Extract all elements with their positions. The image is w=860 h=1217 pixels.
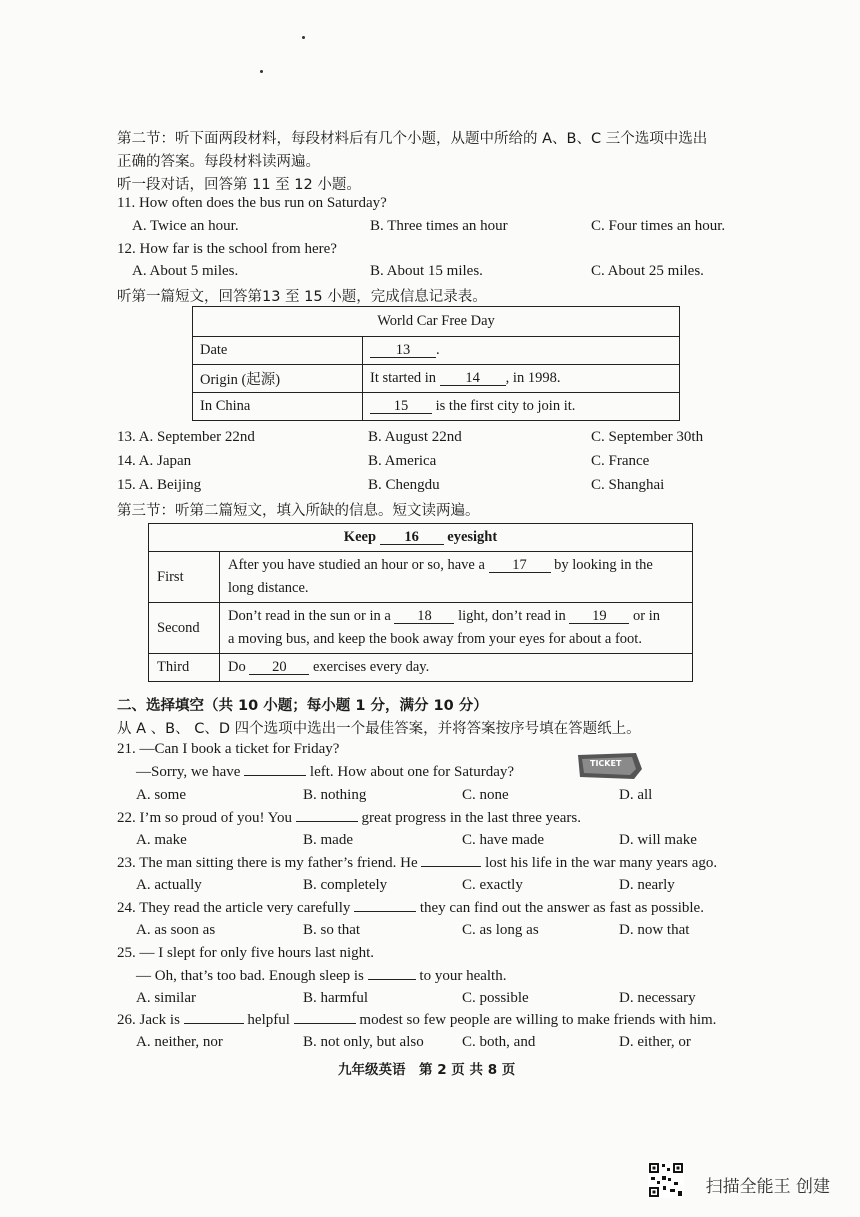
page-footer: 九年级英语 第 2 页 共 8 页 <box>338 1062 516 1078</box>
q13-option-a: 13. A. September 22nd <box>117 429 255 445</box>
blank-13[interactable]: 13 <box>370 343 436 358</box>
q23-stem: 23. The man sitting there is my father’s friend. He lost his life in the war many years ago. <box>117 855 718 871</box>
table2-second-line2: a moving bus, and keep the book away from your eyes for about a foot. <box>228 631 642 647</box>
table2-third-cell <box>220 654 693 682</box>
q24-option-b: B. so that <box>303 922 361 938</box>
table1-origin-pre: It started in <box>370 370 437 386</box>
q22-option-c: C. have made <box>462 832 545 848</box>
q25-stem: 25. — I slept for only five hours last night. <box>117 945 375 961</box>
world-car-free-day-table <box>192 306 680 421</box>
blank-15[interactable]: 15 <box>370 399 432 414</box>
blank-20[interactable]: 20 <box>249 660 309 675</box>
table1-china-label: In China <box>193 393 363 421</box>
blank-17[interactable]: 17 <box>489 558 551 573</box>
passage1-instruction: 听第一篇短文，回答第13 至 15 小题，完成信息记录表。 <box>117 289 487 305</box>
q26-option-b: B. not only, but also <box>303 1034 424 1050</box>
q22-stem: 22. I’m so proud of you! You great progress in the last three years. <box>117 810 582 826</box>
table1-origin-label: Origin (起源) <box>193 365 363 393</box>
q21-option-d: D. all <box>619 787 653 803</box>
q12-option-c: C. About 25 miles. <box>591 263 704 279</box>
q22-blank[interactable] <box>296 821 358 822</box>
q13-option-c: C. September 30th <box>591 429 704 445</box>
q26-option-d: D. either, or <box>619 1034 691 1050</box>
qr-code-icon <box>648 1162 684 1198</box>
q15-option-b: B. Chengdu <box>368 477 440 493</box>
q11-option-b: B. Three times an hour <box>370 218 508 234</box>
ticket-image <box>576 751 644 781</box>
table1-origin-post: , in 1998. <box>505 370 561 386</box>
q21-line2: —Sorry, we have left. How about one for Saturday? <box>136 764 515 780</box>
q25-option-a: A. similar <box>136 990 196 1006</box>
q25-option-b: B. harmful <box>303 990 368 1006</box>
q23-option-a: A. actually <box>136 877 202 893</box>
table2-second-label: Second <box>149 603 220 654</box>
q13-option-b: B. August 22nd <box>368 429 462 445</box>
section3-instruction: 第三节：听第二篇短文，填入所缺的信息。短文读两遍。 <box>117 503 480 519</box>
q21-blank[interactable] <box>244 775 306 776</box>
q21-stem: 21. —Can I book a ticket for Friday? <box>117 741 340 757</box>
q26-option-a: A. neither, nor <box>136 1034 223 1050</box>
table1-date-label: Date <box>193 337 363 365</box>
table2-first-line2: long distance. <box>228 580 309 596</box>
q24-option-c: C. as long as <box>462 922 539 938</box>
q12-option-a: A. About 5 miles. <box>132 263 239 279</box>
q25-option-d: D. necessary <box>619 990 696 1006</box>
table1-origin-cell <box>363 365 680 393</box>
q21-option-b: B. nothing <box>303 787 367 803</box>
q24-stem: 24. They read the article very carefully they can find out the answer as fast as possible. <box>117 900 704 916</box>
table2-title-pre: Keep <box>343 529 377 545</box>
q22-option-b: B. made <box>303 832 353 848</box>
q25-blank[interactable] <box>368 979 416 980</box>
q26-blank-2[interactable] <box>294 1023 356 1024</box>
ticket-label: TICKET <box>590 759 622 768</box>
table1-china-cell <box>363 393 680 421</box>
blank-19[interactable]: 19 <box>569 609 629 624</box>
q21-option-a: A. some <box>136 787 186 803</box>
q22-option-a: A. make <box>136 832 187 848</box>
table2-second-mid: light, don’t read in <box>458 608 566 624</box>
q25-option-c: C. possible <box>462 990 529 1006</box>
table2-first-cell <box>220 552 693 603</box>
q23-blank[interactable] <box>421 866 481 867</box>
keep-eyesight-table <box>148 523 693 682</box>
q25-line2: — Oh, that’s too bad. Enough sleep is to your health. <box>136 968 507 984</box>
q11-option-c: C. Four times an hour. <box>591 218 726 234</box>
q23-option-d: D. nearly <box>619 877 675 893</box>
table2-first-pre: After you have studied an hour or so, have a <box>228 557 485 573</box>
table2-third-post: exercises every day. <box>312 659 430 675</box>
blank-16[interactable]: 16 <box>380 530 444 545</box>
part2-instruction: 从 A 、B、 C、D 四个选项中选出一个最佳答案，并将答案按序号填在答题纸上。 <box>117 721 641 737</box>
q14-option-b: B. America <box>368 453 437 469</box>
table1-china-post: is the first city to join it. <box>435 398 576 414</box>
dialog-instruction: 听一段对话，回答第 11 至 12 小题。 <box>117 177 361 193</box>
blank-14[interactable]: 14 <box>440 371 506 386</box>
blank-18[interactable]: 18 <box>394 609 454 624</box>
q24-option-d: D. now that <box>619 922 690 938</box>
table2-third-pre: Do <box>228 659 246 675</box>
section2-instructions-line2: 正确的答案。每段材料读两遍。 <box>117 154 320 170</box>
q11-option-a: A. Twice an hour. <box>132 218 239 234</box>
part2-heading: 二、选择填空（共 10 小题；每小题 1 分，满分 10 分） <box>117 698 488 714</box>
table1-date-cell: 13 . <box>363 337 680 365</box>
q15-option-a: 15. A. Beijing <box>117 477 202 493</box>
q14-option-c: C. France <box>591 453 650 469</box>
q21-option-c: C. none <box>462 787 509 803</box>
table2-title-post: eyesight <box>447 529 498 545</box>
q11-stem: 11. How often does the bus run on Saturday? <box>117 195 387 211</box>
q24-option-a: A. as soon as <box>136 922 216 938</box>
table2-first-label: First <box>149 552 220 603</box>
section2-instructions-line1: 第二节：听下面两段材料，每段材料后有几个小题，从题中所给的 A、B、C 三个选项中选出 <box>117 131 708 147</box>
q26-stem: 26. Jack is helpful modest so few people are willing to make friends with him. <box>117 1012 717 1028</box>
table2-third-label: Third <box>149 654 220 682</box>
table2-first-post: by looking in the <box>554 557 653 573</box>
q26-option-c: C. both, and <box>462 1034 536 1050</box>
q22-option-d: D. will make <box>619 832 697 848</box>
q14-option-a: 14. A. Japan <box>117 453 192 469</box>
scanner-watermark: 扫描全能王 创建 <box>705 1177 830 1197</box>
q15-option-c: C. Shanghai <box>591 477 665 493</box>
q23-option-b: B. completely <box>303 877 388 893</box>
q24-blank[interactable] <box>354 911 416 912</box>
table2-title <box>149 524 693 552</box>
table2-second-post: or in <box>633 608 660 624</box>
q23-option-c: C. exactly <box>462 877 523 893</box>
q26-blank-1[interactable] <box>184 1023 244 1024</box>
table1-title: World Car Free Day <box>193 307 680 337</box>
table2-second-pre: Don’t read in the sun or in a <box>228 608 391 624</box>
q12-stem: 12. How far is the school from here? <box>117 241 337 257</box>
q12-option-b: B. About 15 miles. <box>370 263 483 279</box>
table2-second-cell <box>220 603 693 654</box>
